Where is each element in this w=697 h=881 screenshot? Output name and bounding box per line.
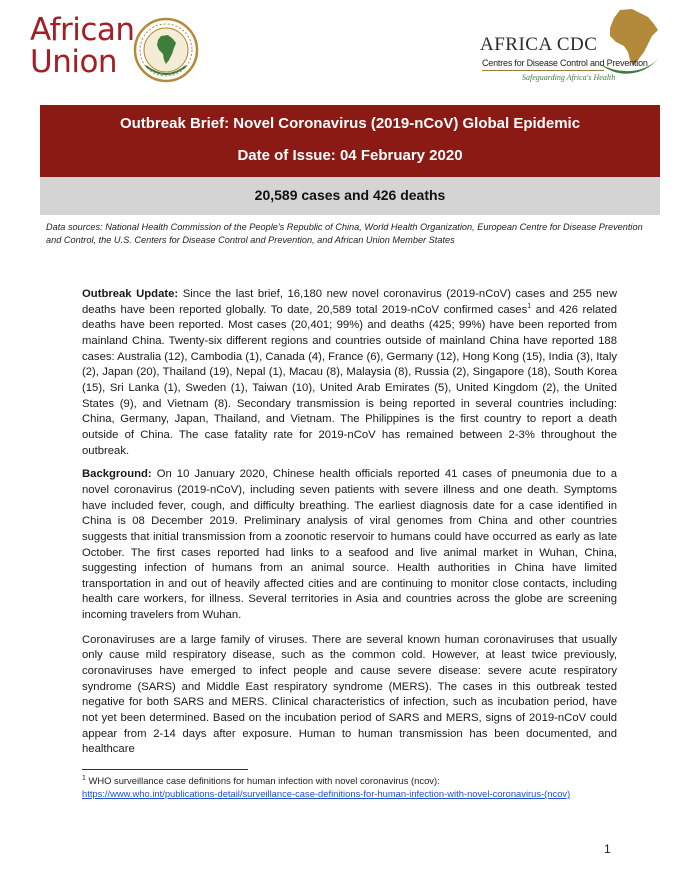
au-emblem-icon	[132, 16, 200, 84]
summary-text: 20,589 cases and 426 deaths	[254, 187, 446, 203]
african-union-logo	[30, 14, 205, 84]
data-sources-note: Data sources: National Health Commission of the People's Republic of China, World Health Organization, European Centre for Disease Prevention and Control, the U.S. Centers for Disease Control and Prevention, and African Union Member States	[46, 222, 643, 245]
background-text: On 10 January 2020, Chinese health officials reported 41 cases of pneumonia due to a novel coronavirus (2019-nCoV), including seven patients with severe illness and one death. Symptoms have included fever, cough, and difficulty breathing. The earliest diagnosis date for a case identified in China is 08 December 2019. Preliminary analysis of viral genomes from China and other countries suggests that initial transmission from a zoonotic reservoir to humans could have occurred as early as late October. The first cases reported had links to a seafood and live animal market in Wuhan, China, suggesting infection of humans from an animal source. Health authorities in China have limited transportation in and out of heavily affected cities and are continuing to monitor close contacts, including health care workers, for illness. Several territories in Asia and countries across the globe are screening incoming travelers from Wuhan.	[82, 468, 617, 622]
footnote-text: WHO surveillance case definitions for human infection with novel coronavirus (ncov):	[85, 775, 440, 786]
summary-bar	[40, 177, 660, 215]
page-header	[0, 0, 697, 100]
coronaviruses-paragraph: Coronaviruses are a large family of viruses. There are several known human coronaviruses that usually only cause mild respiratory disease, such as the common cold. However, at least twice previously, coronaviruses have emerged to infect people and cause severe disease: severe acute respiratory syndrome (SARS) and Middle East respiratory syndrome (MERS). The cases in this outbreak tested negative for both SARS and MERS. Clinical characteristics of infection, such as incubation period, have not yet been determined. Based on the incubation period of SARS and MERS, signs of 2019-nCoV could appear from 2-14 days after exposure. Human to human transmission has been documented, and healthcare	[82, 633, 617, 756]
outbreak-update-paragraph	[82, 287, 617, 459]
footnote-link[interactable]: https://www.who.int/publications-detail/surveillance-case-definitions-for-human-infection-with-novel-coronavirus-(ncov)	[82, 788, 571, 799]
background-paragraph	[82, 467, 617, 624]
cdc-logo-subtitle: Centres for Disease Control and Prevention	[482, 58, 648, 68]
cdc-logo-title: AFRICA CDC	[480, 34, 598, 55]
au-logo-line2: Union	[30, 44, 118, 80]
cdc-logo-tagline: Safeguarding Africa's Health	[522, 73, 616, 82]
footnote-reference[interactable]: 1	[527, 302, 532, 310]
au-logo-line1: African	[30, 12, 135, 48]
brief-body	[82, 287, 617, 758]
page-number: 1	[604, 842, 611, 856]
background-label: Background:	[82, 468, 152, 481]
footnote-marker: 1	[82, 774, 86, 782]
cdc-logo-divider	[482, 70, 604, 71]
outbreak-update-text-a: Since the last brief, 16,180 new novel coronavirus (2019-nCoV) cases and 255 new deaths have been reported globally. To date, 20,589 total 2019-nCoV confirmed cases	[82, 288, 617, 316]
outbreak-update-label: Outbreak Update:	[82, 288, 179, 300]
brief-title: Outbreak Brief: Novel Coronavirus (2019-nCoV) Global Epidemic	[119, 115, 581, 132]
footnote	[82, 774, 622, 800]
footnote-divider	[82, 769, 248, 770]
title-banner	[40, 105, 660, 177]
issue-date: Date of Issue: 04 February 2020	[237, 147, 463, 164]
africa-cdc-logo	[470, 6, 675, 86]
outbreak-update-text-b: and 426 related deaths have been reported. Most cases (20,401; 99%) and deaths (425; 99%) have been reported from mainland China. Twenty-six different regions and countries outside of mainland China have reported 188 cases: Australia (12), Cambodia (1), Canada (4), France (6), Germany (12), Hong Kong (15), India (3), Italy (2), Japan (20), Thailand (19), Nepal (1), Macau (8), Malaysia (8), Russia (2), Singapore (18), South Korea (15), Sri Lanka (1), Sweden (1), Taiwan (10), United Arab Emirates (5), United Kingdom (2), the United States (9), and Vietnam (8). Secondary transmission is being reported in several countries including: China, Germany, Japan, Thailand, and Vietnam. The Philippines is the first country to report a death outside of China. The case fatality rate for 2019-nCoV has remained between 2-3% throughout the outbreak.	[82, 303, 618, 457]
